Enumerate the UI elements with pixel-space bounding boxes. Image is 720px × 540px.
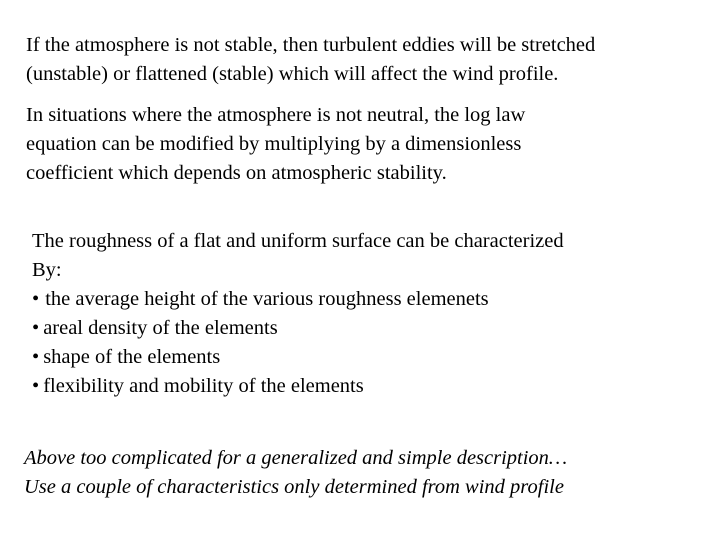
text-line: (unstable) or flattened (stable) which will affect the wind profile. bbox=[26, 63, 559, 85]
bullet-icon: • bbox=[32, 375, 40, 397]
bullet-item-flexibility bbox=[32, 372, 564, 401]
bullet-icon: • bbox=[32, 346, 40, 368]
text-line: In situations where the atmosphere is not neutral, the log law bbox=[26, 104, 526, 126]
text-line: Use a couple of characteristics only determined from wind profile bbox=[24, 476, 564, 498]
bullet-text: shape of the elements bbox=[43, 346, 221, 368]
bullet-item-shape bbox=[32, 343, 564, 372]
text-line: If the atmosphere is not stable, then turbulent eddies will be stretched bbox=[26, 34, 596, 56]
bullet-text: flexibility and mobility of the elements bbox=[43, 375, 364, 397]
paragraph-stability-effect bbox=[26, 31, 595, 89]
bullet-text: the average height of the various roughness elemenets bbox=[45, 288, 489, 310]
text-line: Above too complicated for a generalized and simple description… bbox=[24, 447, 568, 469]
bullet-icon: • bbox=[32, 288, 40, 310]
bullet-icon: • bbox=[32, 317, 40, 339]
bullet-item-average-height bbox=[32, 285, 564, 314]
text-line: By: bbox=[32, 259, 62, 281]
paragraph-log-law-modification bbox=[26, 101, 525, 188]
bullet-text: areal density of the elements bbox=[43, 317, 278, 339]
paragraph-conclusion bbox=[24, 444, 567, 502]
bullet-item-areal-density bbox=[32, 314, 564, 343]
paragraph-roughness bbox=[32, 227, 564, 401]
text-line: The roughness of a flat and uniform surface can be characterized bbox=[32, 230, 564, 252]
text-line: coefficient which depends on atmospheric stability. bbox=[26, 162, 447, 184]
text-line: equation can be modified by multiplying by a dimensionless bbox=[26, 133, 522, 155]
